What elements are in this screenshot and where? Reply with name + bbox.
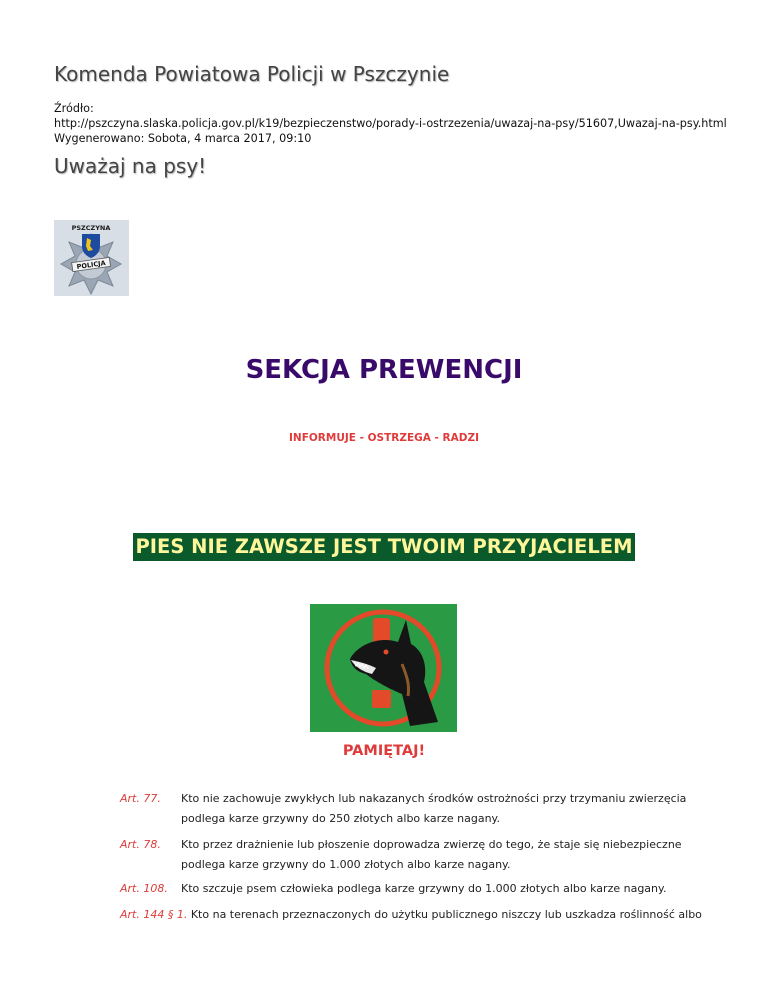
article-number: Art. 108.	[120, 882, 168, 895]
warning-banner: PIES NIE ZAWSZE JEST TWOIM PRZYJACIELEM	[133, 533, 634, 561]
site-title: Komenda Powiatowa Policji w Pszczynie	[54, 62, 450, 86]
logo-badge-text: POLICJA	[76, 259, 107, 271]
article-number: Art. 77.	[120, 792, 161, 805]
article-number: Art. 144 § 1.	[120, 908, 188, 921]
police-logo	[54, 220, 129, 296]
source-label: Źródło:	[54, 102, 94, 115]
source-meta	[54, 101, 727, 146]
article-text: Kto nie zachowuje zwykłych lub nakazanych środków ostrożności przy trzymaniu zwierzęcia podlega karze grzywny do 250 złotych albo karze nagany.	[181, 792, 687, 825]
section-heading: SEKCJA PREWENCJI	[245, 355, 523, 385]
law-article	[120, 905, 720, 925]
logo-top-text: PSZCZYNA	[71, 224, 111, 232]
banner-container	[0, 533, 768, 561]
source-url[interactable]: http://pszczyna.slaska.policja.gov.pl/k19/bezpieczenstwo/porady-i-ostrzezenia/uwazaj-na-psy/51607,Uwazaj-na-psy.html	[54, 117, 727, 130]
remember-heading: PAMIĘTAJ!	[342, 743, 426, 759]
article-title: Uważaj na psy!	[54, 154, 207, 178]
generated-timestamp: Wygenerowano: Sobota, 4 marca 2017, 09:10	[54, 132, 312, 145]
article-text: Kto na terenach przeznaczonych do użytku publicznego niszczy lub uszkadza roślinność albo	[190, 908, 702, 921]
article-number: Art. 78.	[120, 838, 161, 851]
article-text: Kto szczuje psem człowieka podlega karze grzywny do 1.000 złotych albo karze nagany.	[181, 882, 667, 895]
subheading: INFORMUJE - OSTRZEGA - RADZI	[289, 432, 479, 444]
dog-warning-icon	[310, 604, 457, 732]
article-text: Kto przez drażnienie lub płoszenie doprowadza zwierzę do tego, że staje się niebezpieczne podlega karze grzywny do 1.000 złotych albo karze nagany.	[181, 838, 682, 871]
